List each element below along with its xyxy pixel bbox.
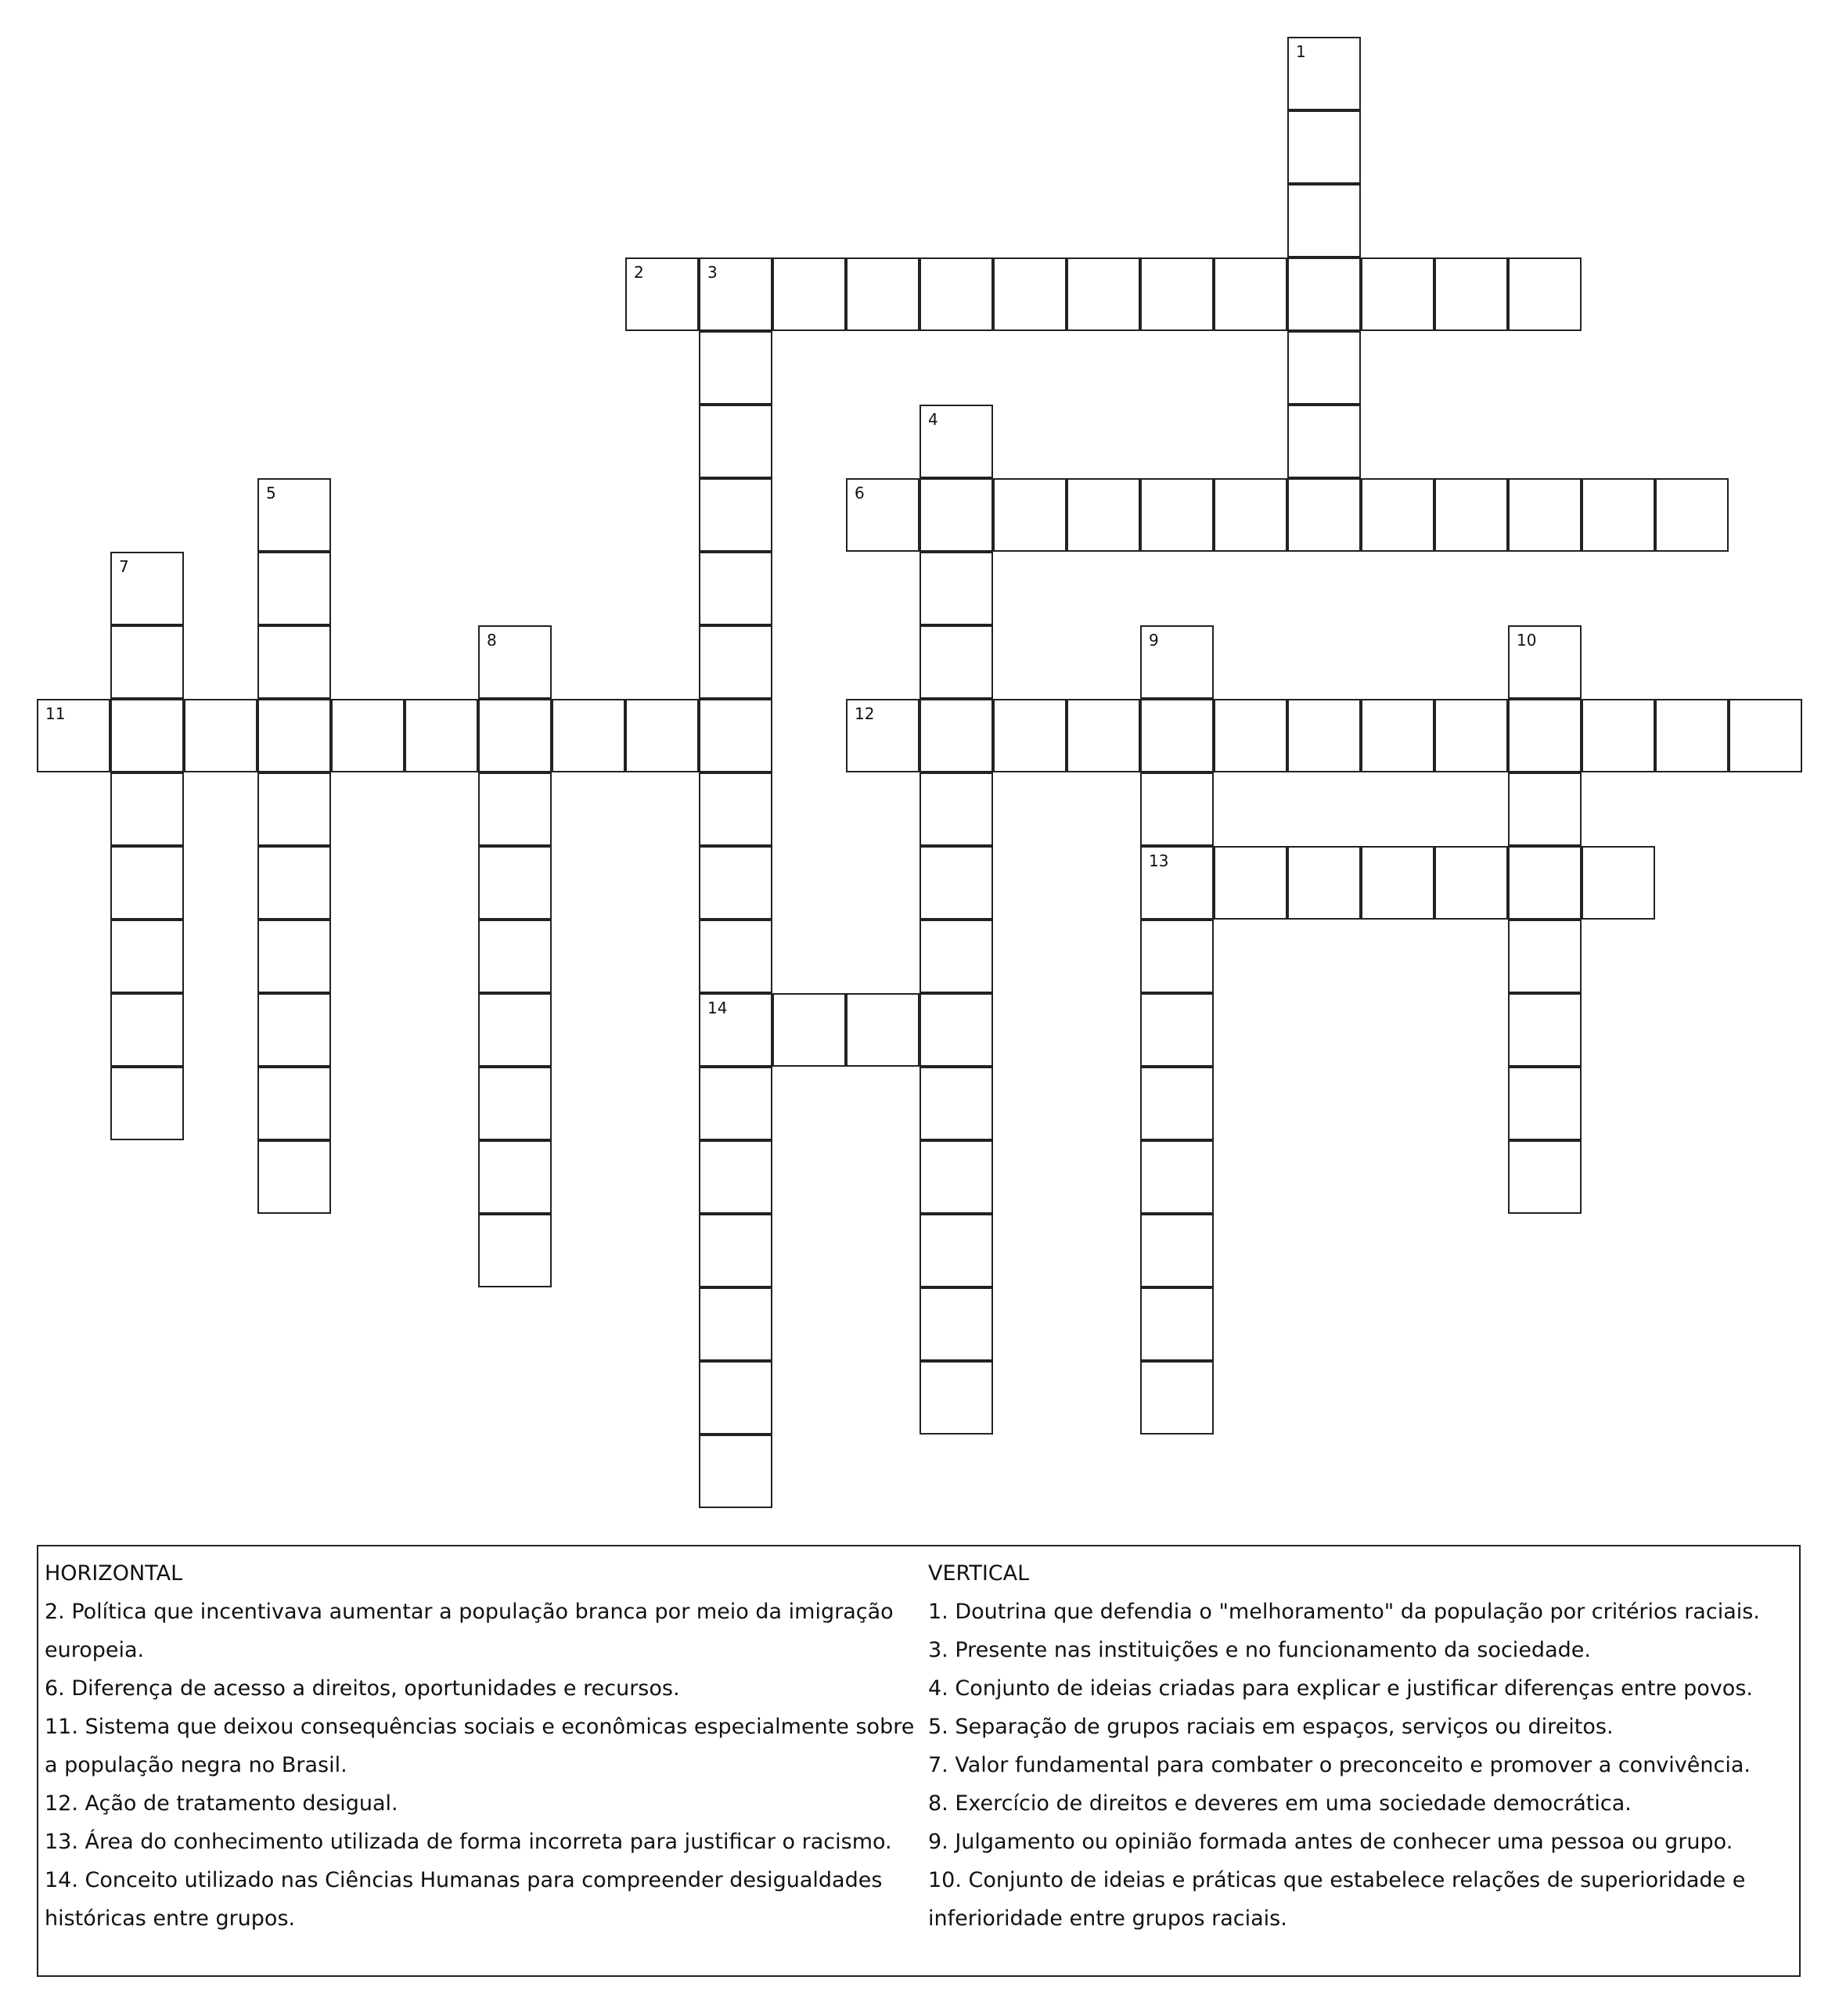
grid-cell[interactable] bbox=[1434, 846, 1508, 920]
grid-cell[interactable] bbox=[920, 478, 993, 552]
down-clue: 4. Conjunto de ideias criadas para explicar e justificar diferenças entre povos. bbox=[928, 1676, 1753, 1701]
grid-cell[interactable] bbox=[110, 772, 184, 846]
grid-cell[interactable] bbox=[1361, 699, 1434, 772]
grid-cell[interactable] bbox=[1582, 478, 1655, 552]
across-clue: 11. Sistema que deixou consequências sociais e econômicas especialmente sobre a população negra no Brasil. bbox=[45, 1715, 915, 1777]
clue-number: 13 bbox=[1149, 851, 1169, 870]
grid-cell[interactable] bbox=[625, 699, 699, 772]
grid-cell[interactable] bbox=[846, 993, 920, 1067]
grid-cell[interactable] bbox=[1287, 846, 1361, 920]
grid-cell[interactable] bbox=[1287, 331, 1361, 405]
grid-cell[interactable] bbox=[993, 478, 1067, 552]
grid-cell[interactable] bbox=[110, 552, 184, 625]
grid-cell[interactable] bbox=[110, 920, 184, 993]
clue-number: 11 bbox=[45, 704, 66, 723]
grid-cell[interactable] bbox=[257, 920, 331, 993]
grid-cell[interactable] bbox=[478, 846, 552, 920]
grid-cell[interactable] bbox=[1287, 110, 1361, 184]
clue-number: 8 bbox=[487, 631, 497, 650]
grid-cell[interactable] bbox=[625, 257, 699, 331]
grid-cell[interactable] bbox=[1140, 1067, 1214, 1140]
clue-number: 9 bbox=[1149, 631, 1159, 650]
grid-cell[interactable] bbox=[478, 1214, 552, 1287]
grid-cell[interactable] bbox=[699, 1287, 772, 1361]
across-clue: 13. Área do conhecimento utilizada de forma incorreta para justificar o racismo. bbox=[45, 1830, 892, 1854]
grid-cell[interactable] bbox=[920, 993, 993, 1067]
across-clue: 6. Diferença de acesso a direitos, oportunidades e recursos. bbox=[45, 1676, 680, 1701]
grid-cell[interactable] bbox=[257, 699, 331, 772]
grid-cell[interactable] bbox=[1434, 257, 1508, 331]
grid-cell[interactable] bbox=[1508, 625, 1582, 699]
grid-cell[interactable] bbox=[1434, 699, 1508, 772]
grid-cell[interactable] bbox=[1140, 1140, 1214, 1214]
grid-cell[interactable] bbox=[1214, 478, 1287, 552]
grid-cell[interactable] bbox=[1361, 478, 1434, 552]
grid-cell[interactable] bbox=[699, 1361, 772, 1435]
grid-cell[interactable] bbox=[1582, 699, 1655, 772]
grid-cell[interactable] bbox=[920, 772, 993, 846]
down-clue: 8. Exercício de direitos e deveres em uma sociedade democrática. bbox=[928, 1791, 1632, 1816]
grid-cell[interactable] bbox=[1140, 1361, 1214, 1435]
grid-cell[interactable] bbox=[699, 772, 772, 846]
grid-cell[interactable] bbox=[1508, 993, 1582, 1067]
down-clue: 7. Valor fundamental para combater o preconceito e promover a convivência. bbox=[928, 1753, 1751, 1777]
grid-cell[interactable] bbox=[1361, 257, 1434, 331]
grid-cell[interactable] bbox=[110, 846, 184, 920]
grid-cell[interactable] bbox=[1582, 846, 1655, 920]
down-heading: VERTICAL bbox=[928, 1561, 1030, 1586]
grid-cell[interactable] bbox=[920, 1214, 993, 1287]
grid-cell[interactable] bbox=[920, 920, 993, 993]
grid-cell[interactable] bbox=[1140, 625, 1214, 699]
grid-cell[interactable] bbox=[1508, 699, 1582, 772]
grid-cell[interactable] bbox=[1508, 846, 1582, 920]
grid-cell[interactable] bbox=[772, 257, 846, 331]
grid-cell[interactable] bbox=[110, 625, 184, 699]
grid-cell[interactable] bbox=[772, 993, 846, 1067]
grid-cell[interactable] bbox=[920, 1140, 993, 1214]
grid-cell[interactable] bbox=[920, 699, 993, 772]
clue-number: 4 bbox=[928, 410, 938, 429]
grid-cell[interactable] bbox=[920, 552, 993, 625]
grid-cell[interactable] bbox=[1508, 1067, 1582, 1140]
grid-cell[interactable] bbox=[257, 1067, 331, 1140]
grid-cell[interactable] bbox=[1287, 405, 1361, 478]
grid-cell[interactable] bbox=[699, 552, 772, 625]
down-clue: 3. Presente nas instituições e no funcionamento da sociedade. bbox=[928, 1638, 1591, 1662]
grid-cell[interactable] bbox=[1434, 478, 1508, 552]
grid-cell[interactable] bbox=[1361, 846, 1434, 920]
grid-cell[interactable] bbox=[552, 699, 625, 772]
grid-cell[interactable] bbox=[257, 625, 331, 699]
across-clue: 2. Política que incentivava aumentar a população branca por meio da imigração europeia. bbox=[45, 1600, 894, 1662]
grid-cell[interactable] bbox=[699, 846, 772, 920]
grid-cell[interactable] bbox=[699, 331, 772, 405]
grid-cell[interactable] bbox=[257, 552, 331, 625]
grid-cell[interactable] bbox=[846, 257, 920, 331]
grid-cell[interactable] bbox=[920, 846, 993, 920]
grid-cell[interactable] bbox=[699, 1140, 772, 1214]
grid-cell[interactable] bbox=[993, 257, 1067, 331]
grid-cell[interactable] bbox=[257, 1140, 331, 1214]
grid-cell[interactable] bbox=[1140, 257, 1214, 331]
across-clues bbox=[45, 1554, 921, 1938]
grid-cell[interactable] bbox=[1067, 699, 1140, 772]
grid-cell[interactable] bbox=[699, 257, 772, 331]
grid-cell[interactable] bbox=[478, 920, 552, 993]
clue-number: 14 bbox=[707, 999, 728, 1017]
grid-cell[interactable] bbox=[331, 699, 405, 772]
grid-cell[interactable] bbox=[478, 625, 552, 699]
clue-number: 5 bbox=[266, 484, 276, 502]
down-clue: 9. Julgamento ou opinião formada antes de conhecer uma pessoa ou grupo. bbox=[928, 1830, 1733, 1854]
grid-cell[interactable] bbox=[699, 405, 772, 478]
grid-cell[interactable] bbox=[1287, 184, 1361, 257]
clue-number: 6 bbox=[855, 484, 865, 502]
grid-cell[interactable] bbox=[699, 1435, 772, 1508]
grid-cell[interactable] bbox=[1067, 478, 1140, 552]
grid-cell[interactable] bbox=[478, 772, 552, 846]
grid-cell[interactable] bbox=[37, 699, 110, 772]
clue-number: 7 bbox=[119, 557, 129, 576]
grid-cell[interactable] bbox=[699, 993, 772, 1067]
grid-cell[interactable] bbox=[1287, 257, 1361, 331]
down-clue: 1. Doutrina que defendia o "melhoramento" da população por critérios raciais. bbox=[928, 1600, 1760, 1624]
clue-number: 3 bbox=[707, 263, 718, 282]
grid-cell[interactable] bbox=[1140, 920, 1214, 993]
grid-cell[interactable] bbox=[993, 699, 1067, 772]
grid-cell[interactable] bbox=[920, 1287, 993, 1361]
across-clue: 12. Ação de tratamento desigual. bbox=[45, 1791, 398, 1816]
grid-cell[interactable] bbox=[846, 478, 920, 552]
grid-cell[interactable] bbox=[1655, 699, 1729, 772]
grid-cell[interactable] bbox=[110, 993, 184, 1067]
clue-number: 1 bbox=[1296, 42, 1306, 61]
grid-cell[interactable] bbox=[110, 699, 184, 772]
grid-cell[interactable] bbox=[920, 405, 993, 478]
grid-cell[interactable] bbox=[699, 1214, 772, 1287]
clue-number: 12 bbox=[855, 704, 875, 723]
grid-cell[interactable] bbox=[405, 699, 478, 772]
grid-cell[interactable] bbox=[699, 920, 772, 993]
grid-cell[interactable] bbox=[1508, 257, 1582, 331]
clues-box bbox=[37, 1545, 1801, 1977]
grid-cell[interactable] bbox=[1140, 1287, 1214, 1361]
grid-cell[interactable] bbox=[1287, 478, 1361, 552]
grid-cell[interactable] bbox=[699, 699, 772, 772]
grid-cell[interactable] bbox=[1508, 772, 1582, 846]
grid-cell[interactable] bbox=[1214, 257, 1287, 331]
grid-cell[interactable] bbox=[1214, 846, 1287, 920]
grid-cell[interactable] bbox=[1140, 699, 1214, 772]
grid-cell[interactable] bbox=[257, 478, 331, 552]
grid-cell[interactable] bbox=[478, 1140, 552, 1214]
grid-cell[interactable] bbox=[257, 993, 331, 1067]
grid-cell[interactable] bbox=[920, 1361, 993, 1435]
grid-cell[interactable] bbox=[1655, 478, 1729, 552]
grid-cell[interactable] bbox=[1140, 772, 1214, 846]
grid-cell[interactable] bbox=[1508, 478, 1582, 552]
grid-cell[interactable] bbox=[1067, 257, 1140, 331]
grid-cell[interactable] bbox=[478, 1067, 552, 1140]
grid-cell[interactable] bbox=[257, 772, 331, 846]
down-clue: 10. Conjunto de ideias e práticas que estabelece relações de superioridade e inferioridade entre grupos raciais. bbox=[928, 1868, 1746, 1931]
grid-cell[interactable] bbox=[184, 699, 257, 772]
grid-cell[interactable] bbox=[1508, 920, 1582, 993]
across-clue: 14. Conceito utilizado nas Ciências Humanas para compreender desigualdades históricas entre grupos. bbox=[45, 1868, 883, 1931]
grid-cell[interactable] bbox=[1140, 478, 1214, 552]
grid-cell[interactable] bbox=[699, 1067, 772, 1140]
grid-cell[interactable] bbox=[478, 993, 552, 1067]
grid-cell[interactable] bbox=[257, 846, 331, 920]
down-clues bbox=[928, 1554, 1797, 1938]
clue-number: 10 bbox=[1517, 631, 1537, 650]
grid-cell[interactable] bbox=[920, 625, 993, 699]
grid-cell[interactable] bbox=[920, 257, 993, 331]
grid-cell[interactable] bbox=[478, 699, 552, 772]
grid-cell[interactable] bbox=[699, 478, 772, 552]
grid-cell[interactable] bbox=[699, 625, 772, 699]
grid-cell[interactable] bbox=[1214, 699, 1287, 772]
grid-cell[interactable] bbox=[1508, 1140, 1582, 1214]
grid-cell[interactable] bbox=[920, 1067, 993, 1140]
grid-cell[interactable] bbox=[1287, 699, 1361, 772]
down-clue: 5. Separação de grupos raciais em espaços, serviços ou direitos. bbox=[928, 1715, 1614, 1739]
across-heading: HORIZONTAL bbox=[45, 1561, 183, 1586]
grid-cell[interactable] bbox=[1140, 1214, 1214, 1287]
grid-cell[interactable] bbox=[1140, 993, 1214, 1067]
grid-cell[interactable] bbox=[1287, 37, 1361, 110]
clue-number: 2 bbox=[634, 263, 644, 282]
grid-cell[interactable] bbox=[1140, 846, 1214, 920]
grid-cell[interactable] bbox=[110, 1067, 184, 1140]
grid-cell[interactable] bbox=[1729, 699, 1802, 772]
grid-cell[interactable] bbox=[846, 699, 920, 772]
